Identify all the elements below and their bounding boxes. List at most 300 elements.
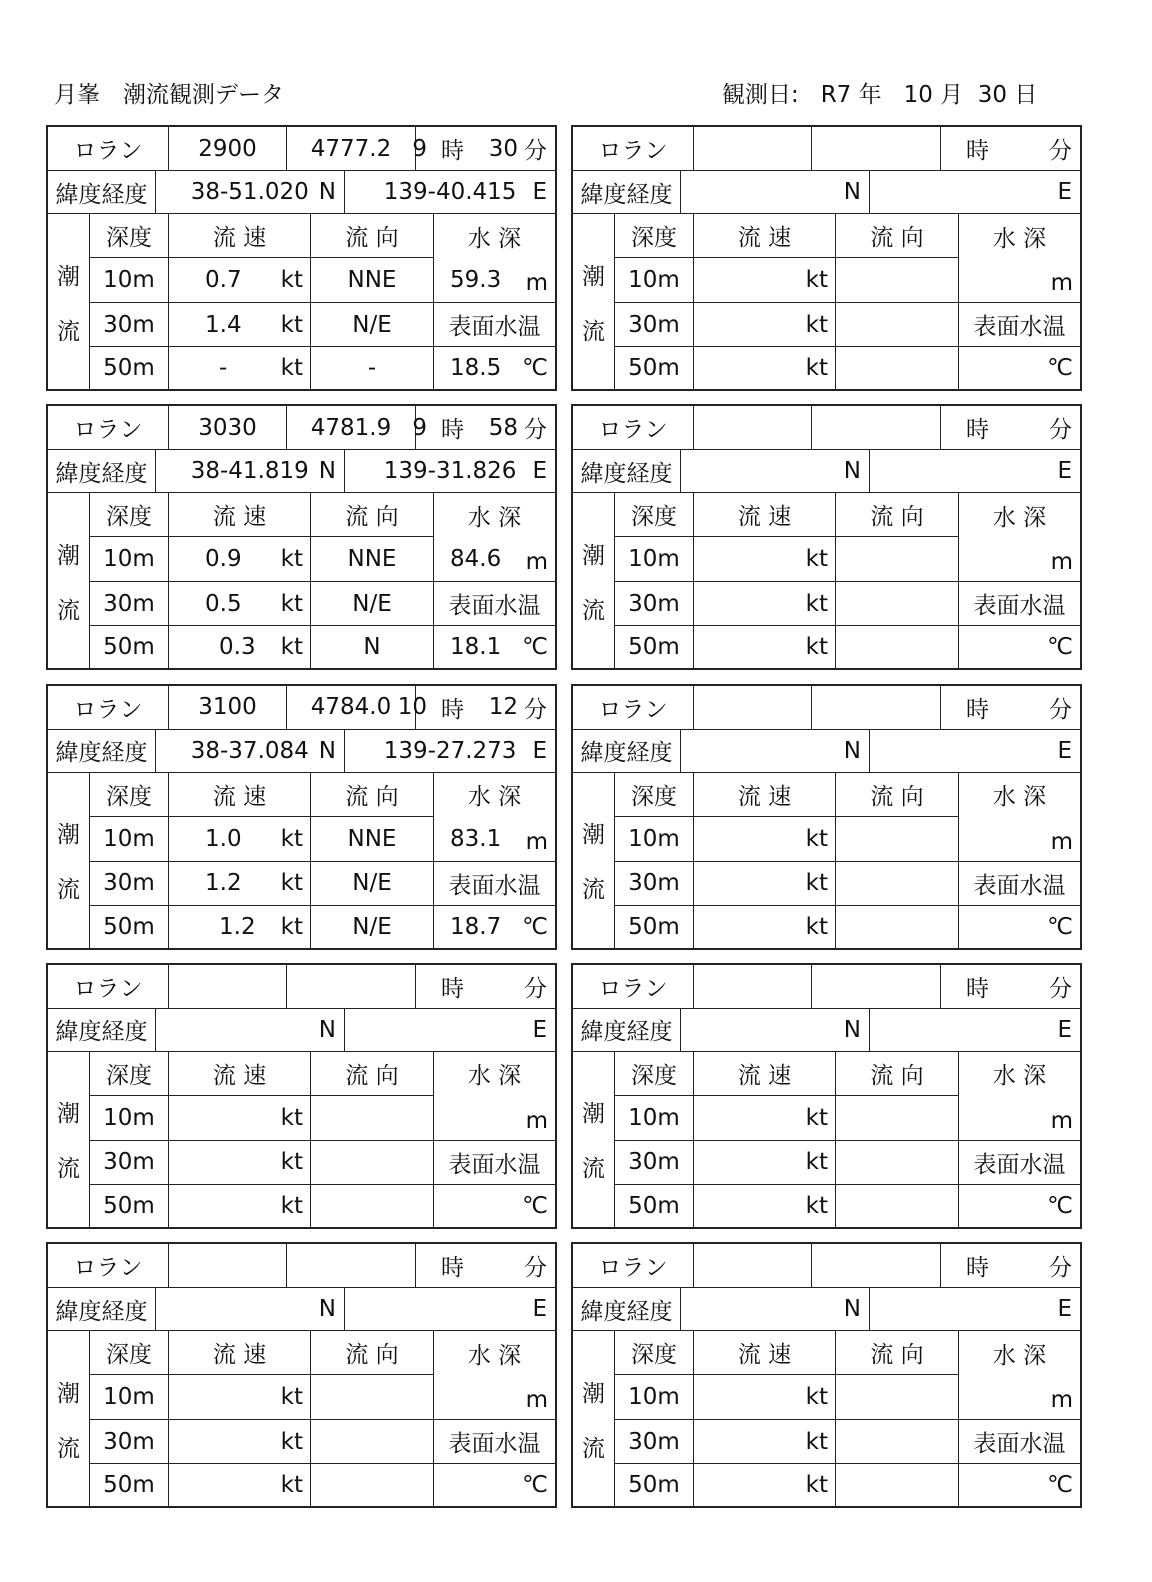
time-cell [317,965,555,1009]
speed-header: 流 速 [694,1331,836,1375]
water-depth-header: 水 深 [992,1342,1047,1369]
speed-10m-cell [169,537,311,582]
observation-block-5 [46,684,557,950]
hour-value: 9 [412,135,427,162]
observation-block-9 [46,1242,557,1508]
depth-10m: 10m [615,258,694,303]
direction-30m [836,582,959,626]
m-unit: m [525,1387,548,1413]
depth-50m: 50m [615,1464,694,1506]
direction-header: 流 向 [311,1331,434,1375]
water-depth-value: 59.3 [450,267,502,293]
direction-header: 流 向 [836,1331,959,1375]
kt-unit: kt [805,1104,828,1131]
loran-a-value [169,965,287,1009]
surface-temp-cell [959,906,1080,948]
water-depth-cell [434,817,555,862]
depth-10m: 10m [90,817,169,862]
depth-50m: 50m [615,906,694,948]
surface-temp-label: 表面水温 [959,1420,1080,1464]
speed-header: 流 速 [694,773,836,817]
direction-header: 流 向 [311,1052,434,1096]
surface-temp-cell [434,1185,555,1227]
water-depth-cell [959,1096,1080,1141]
water-depth-header: 水 深 [467,1342,522,1369]
hour-label: 時 [441,138,464,164]
loran-a-value [169,1244,287,1288]
surface-temp-label: 表面水温 [959,303,1080,347]
kt-unit: kt [805,870,828,896]
direction-50m [311,1185,434,1227]
longitude-cell [804,171,1080,214]
direction-30m [311,1420,434,1464]
speed-30m-cell [169,862,311,906]
hour-label: 時 [441,1255,464,1281]
m-unit: m [525,1107,548,1134]
hour-label: 時 [441,975,464,1002]
hour-value: 10 [397,694,427,720]
loran-a-value [694,965,812,1009]
depth-header: 深度 [615,493,694,537]
date-day-unit: 日 [1014,82,1038,108]
kt-unit: kt [280,913,303,940]
e-label: E [1057,1016,1072,1043]
n-label: N [843,1016,861,1043]
speed-header: 流 速 [694,214,836,258]
speed-10m-cell [694,537,836,582]
latitude-value: 38-41.819 [190,458,309,485]
minute-label: 分 [1049,696,1072,723]
longitude-cell [279,171,555,214]
longitude-cell [279,1288,555,1331]
speed-header: 流 速 [169,1331,311,1375]
surface-temp-label: 表面水温 [959,862,1080,906]
depth-50m: 50m [90,347,169,389]
water-depth-cell [434,1375,555,1420]
depth-header: 深度 [615,1331,694,1375]
loran-label: ロラン [48,127,169,171]
kt-unit: kt [280,1192,303,1219]
surface-temp-cell [434,1464,555,1506]
speed-10m-cell [694,817,836,862]
speed-50m-cell [169,626,311,668]
depth-10m: 10m [615,817,694,862]
m-unit: m [1050,1107,1073,1134]
longitude-value: 139-31.826 [383,458,517,485]
water-depth-cell [959,258,1080,303]
speed-header: 流 速 [169,1052,311,1096]
speed-50m-value: - [219,355,228,381]
water-depth-cell [959,817,1080,862]
longitude-cell [804,730,1080,773]
m-unit: m [1050,270,1073,296]
n-label: N [318,458,336,485]
surface-temp-cell [434,347,555,389]
depth-header: 深度 [615,773,694,817]
speed-10m-cell [694,1375,836,1420]
speed-50m-cell [169,1464,311,1506]
depth-50m: 50m [90,906,169,948]
date-era: R7 [820,82,852,108]
surface-temp-cell [434,906,555,948]
kt-unit: kt [280,311,303,338]
speed-50m-value: 1.2 [219,913,256,940]
kt-unit: kt [805,355,828,381]
kt-unit: kt [805,311,828,338]
direction-50m: N/E [311,906,434,948]
loran-label: ロラン [48,965,169,1009]
minute-value: 12 [488,694,518,720]
direction-50m [836,1464,959,1506]
minute-label: 分 [524,138,547,164]
m-unit: m [1050,549,1073,576]
direction-30m [311,1141,434,1185]
kt-unit: kt [805,1384,828,1410]
water-depth-header: 水 深 [992,225,1047,252]
e-label: E [532,1016,547,1043]
depth-30m: 30m [615,1420,694,1464]
observation-block-3 [46,404,557,670]
depth-header: 深度 [90,493,169,537]
water-depth-header: 水 深 [992,504,1047,531]
speed-30m-cell [169,1420,311,1464]
latlon-label: 緯度経度 [573,450,681,493]
water-depth-cell [434,537,555,582]
loran-label: ロラン [48,686,169,730]
tide-char-1: 潮 [57,263,80,290]
speed-10m-cell [694,258,836,303]
tide-char-1: 潮 [57,1101,80,1128]
e-label: E [1057,1296,1072,1322]
observation-date [722,76,1037,109]
depth-header: 深度 [615,214,694,258]
minute-value: 30 [488,135,518,162]
celsius-unit: ℃ [522,913,548,940]
loran-label: ロラン [573,965,694,1009]
speed-header: 流 速 [169,493,311,537]
minute-label: 分 [1049,417,1072,444]
depth-50m: 50m [90,1185,169,1227]
depth-10m: 10m [615,537,694,582]
loran-a-value [694,686,812,730]
depth-10m: 10m [90,1375,169,1420]
surface-temp-value: 18.1 [450,634,502,661]
e-label: E [1057,458,1072,485]
hour-label: 時 [966,1255,989,1281]
depth-50m: 50m [615,347,694,389]
kt-unit: kt [280,267,303,293]
water-depth-header: 水 深 [992,1063,1047,1090]
tide-char-2: 流 [582,318,605,345]
speed-30m-cell [694,862,836,906]
direction-10m [311,1375,434,1420]
speed-10m-value: 1.0 [205,825,242,852]
time-cell [317,686,555,730]
observation-block-2 [571,125,1082,391]
time-cell [842,1244,1080,1288]
time-cell [842,406,1080,450]
celsius-unit: ℃ [1047,1472,1073,1498]
depth-10m: 10m [615,1096,694,1141]
tide-label [48,1331,90,1506]
depth-header: 深度 [90,1052,169,1096]
loran-b-value: 4784.0 [287,686,416,730]
tide-char-2: 流 [57,318,80,345]
direction-30m: N/E [311,582,434,626]
loran-a-value: 3100 [169,686,287,730]
direction-30m [836,1141,959,1185]
kt-unit: kt [280,1428,303,1455]
surface-temp-cell [959,1185,1080,1227]
loran-label: ロラン [573,406,694,450]
kt-unit: kt [805,546,828,573]
surface-temp-label: 表面水温 [959,1141,1080,1185]
longitude-value: 139-27.273 [383,737,517,764]
n-label: N [318,179,336,205]
surface-temp-label: 表面水温 [434,582,555,626]
kt-unit: kt [805,825,828,852]
latlon-label: 緯度経度 [48,171,156,214]
longitude-cell [804,450,1080,493]
observation-grid [46,125,1082,1540]
speed-30m-cell [694,1420,836,1464]
direction-10m [836,1096,959,1141]
observation-block-10 [571,1242,1082,1508]
minute-label: 分 [1049,975,1072,1002]
kt-unit: kt [280,825,303,852]
depth-header: 深度 [90,214,169,258]
direction-header: 流 向 [311,773,434,817]
depth-30m: 30m [90,303,169,347]
depth-50m: 50m [90,1464,169,1506]
water-depth-header: 水 深 [467,225,522,252]
observation-block-1 [46,125,557,391]
water-depth-header: 水 深 [467,1063,522,1090]
direction-10m: NNE [311,258,434,303]
longitude-cell [804,1288,1080,1331]
n-label: N [843,1296,861,1322]
tide-label [48,1052,90,1227]
speed-10m-cell [169,1096,311,1141]
speed-header: 流 速 [169,773,311,817]
direction-10m: NNE [311,817,434,862]
direction-50m: N [311,626,434,668]
time-cell [317,1244,555,1288]
direction-30m [836,1420,959,1464]
tide-char-2: 流 [57,877,80,903]
e-label: E [532,1296,547,1322]
tide-char-1: 潮 [582,263,605,290]
kt-unit: kt [280,1104,303,1131]
kt-unit: kt [280,1149,303,1176]
tide-label [48,493,90,668]
depth-30m: 30m [615,1141,694,1185]
m-unit: m [525,270,548,296]
longitude-value: 139-40.415 [383,179,517,205]
tide-label [48,773,90,948]
date-day: 30 [977,82,1008,108]
speed-30m-cell [169,582,311,626]
depth-10m: 10m [90,537,169,582]
loran-a-value: 2900 [169,127,287,171]
n-label: N [843,737,861,764]
time-cell [842,965,1080,1009]
n-label: N [318,737,336,764]
minute-label: 分 [524,1255,547,1281]
speed-50m-cell [694,1185,836,1227]
surface-temp-cell [959,347,1080,389]
surface-temp-label: 表面水温 [434,1141,555,1185]
minute-label: 分 [1049,1255,1072,1281]
speed-10m-value: 0.9 [205,546,242,573]
date-year-unit: 年 [858,82,882,108]
surface-temp-value: 18.7 [450,913,502,940]
celsius-unit: ℃ [522,355,548,381]
loran-a-value [694,127,812,171]
celsius-unit: ℃ [1047,355,1073,381]
speed-50m-cell [694,626,836,668]
tide-char-2: 流 [57,1156,80,1183]
tide-char-2: 流 [582,877,605,903]
kt-unit: kt [280,870,303,896]
e-label: E [1057,737,1072,764]
latlon-label: 緯度経度 [573,730,681,773]
direction-30m: N/E [311,303,434,347]
kt-unit: kt [280,355,303,381]
tide-char-2: 流 [582,1435,605,1462]
tide-char-2: 流 [57,597,80,624]
minute-label: 分 [524,975,547,1002]
direction-50m: - [311,347,434,389]
speed-50m-cell [694,1464,836,1506]
kt-unit: kt [805,1472,828,1498]
speed-10m-cell [169,817,311,862]
direction-header: 流 向 [836,214,959,258]
surface-temp-label: 表面水温 [434,862,555,906]
m-unit: m [525,828,548,855]
e-label: E [532,458,547,485]
kt-unit: kt [805,913,828,940]
hour-label: 時 [441,417,464,444]
surface-temp-label: 表面水温 [434,303,555,347]
e-label: E [532,737,547,764]
speed-header: 流 速 [694,493,836,537]
tide-char-1: 潮 [582,542,605,569]
tide-char-1: 潮 [582,1380,605,1407]
depth-header: 深度 [615,1052,694,1096]
loran-b-value: 4777.2 [287,127,416,171]
direction-header: 流 向 [311,493,434,537]
direction-30m [836,303,959,347]
surface-temp-cell [959,1464,1080,1506]
tide-label [573,493,615,668]
direction-30m [836,862,959,906]
minute-value: 58 [488,414,518,441]
direction-50m [836,906,959,948]
latlon-label: 緯度経度 [48,730,156,773]
minute-label: 分 [1049,138,1072,164]
loran-label: ロラン [573,127,694,171]
speed-10m-value: 0.7 [205,267,242,293]
direction-10m [836,537,959,582]
celsius-unit: ℃ [522,1472,548,1498]
observation-block-8 [571,963,1082,1229]
direction-50m [836,1185,959,1227]
speed-30m-cell [694,1141,836,1185]
date-label: 観測日: [722,82,799,108]
m-unit: m [1050,828,1073,855]
depth-50m: 50m [615,626,694,668]
speed-30m-value: 1.4 [205,311,242,338]
latlon-label: 緯度経度 [573,1009,681,1052]
direction-10m: NNE [311,537,434,582]
speed-30m-cell [694,303,836,347]
kt-unit: kt [805,1192,828,1219]
page-title: 月峯 潮流観測データ [54,82,284,108]
latitude-value: 38-37.084 [190,737,309,764]
direction-10m [836,1375,959,1420]
tide-label [573,773,615,948]
latlon-label: 緯度経度 [48,1009,156,1052]
direction-10m [311,1096,434,1141]
observation-block-4 [571,404,1082,670]
longitude-cell [279,730,555,773]
depth-10m: 10m [90,258,169,303]
celsius-unit: ℃ [1047,913,1073,940]
celsius-unit: ℃ [522,1192,548,1219]
water-depth-cell [434,258,555,303]
tide-label [573,1331,615,1506]
depth-30m: 30m [615,862,694,906]
tide-char-1: 潮 [582,1101,605,1128]
direction-10m [836,258,959,303]
loran-a-value: 3030 [169,406,287,450]
direction-header: 流 向 [311,214,434,258]
speed-30m-value: 0.5 [205,590,242,617]
water-depth-header: 水 深 [467,504,522,531]
latlon-label: 緯度経度 [573,171,681,214]
celsius-unit: ℃ [522,634,548,661]
speed-30m-cell [169,1141,311,1185]
tide-label [573,214,615,389]
n-label: N [843,458,861,485]
water-depth-header: 水 深 [992,784,1047,810]
m-unit: m [1050,1387,1073,1413]
time-cell [842,127,1080,171]
kt-unit: kt [280,1472,303,1498]
date-month: 10 [903,82,933,108]
surface-temp-label: 表面水温 [434,1420,555,1464]
tide-char-2: 流 [57,1435,80,1462]
depth-30m: 30m [615,582,694,626]
kt-unit: kt [805,590,828,617]
depth-header: 深度 [90,773,169,817]
direction-50m [836,347,959,389]
depth-50m: 50m [615,1185,694,1227]
celsius-unit: ℃ [1047,634,1073,661]
speed-30m-cell [169,303,311,347]
speed-50m-cell [694,906,836,948]
time-cell [842,686,1080,730]
loran-label: ロラン [48,406,169,450]
hour-label: 時 [966,138,989,164]
loran-a-value [694,1244,812,1288]
speed-10m-cell [169,1375,311,1420]
water-depth-value: 84.6 [450,546,502,573]
kt-unit: kt [280,590,303,617]
depth-30m: 30m [90,1420,169,1464]
tide-char-1: 潮 [57,542,80,569]
